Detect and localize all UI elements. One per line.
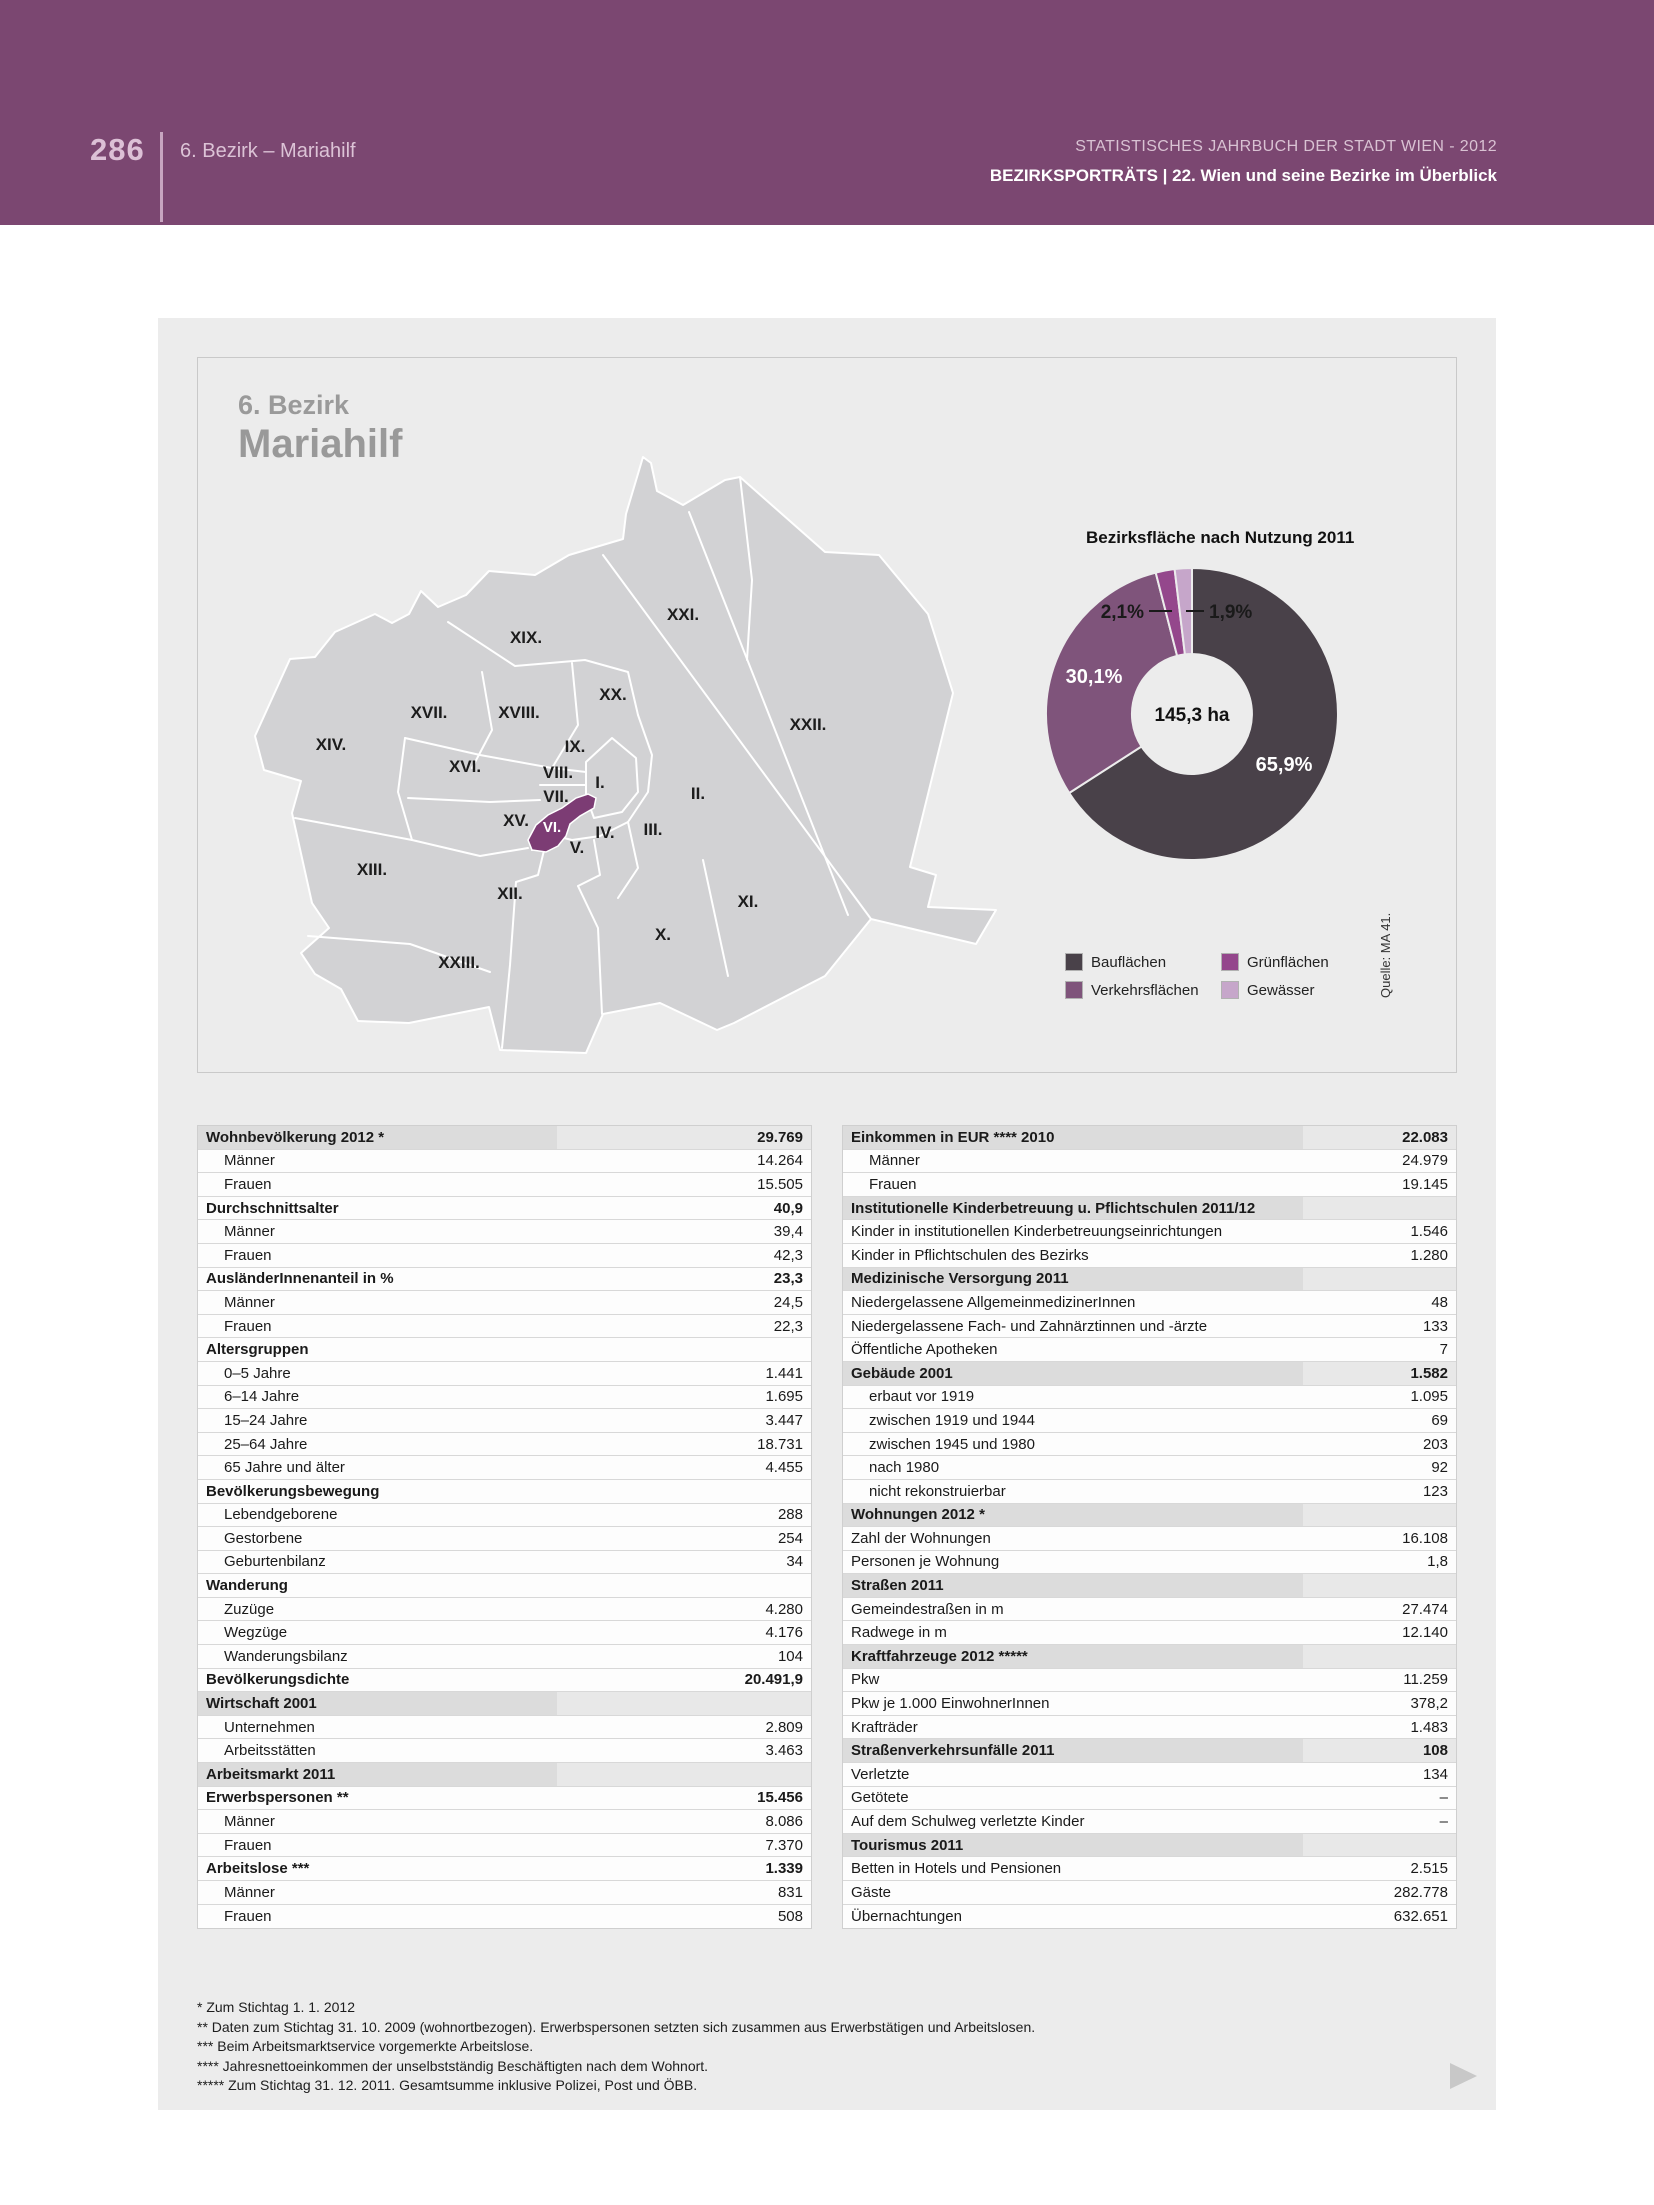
row-value: 4.455 bbox=[765, 1459, 803, 1477]
table-row bbox=[843, 1763, 1456, 1787]
percent-label-bauflächen: 65,9% bbox=[1255, 754, 1313, 776]
row-value: 4.280 bbox=[765, 1600, 803, 1618]
table-row bbox=[198, 1692, 811, 1716]
table-row bbox=[198, 1598, 811, 1622]
statistics-table-right bbox=[842, 1125, 1457, 1929]
table-row bbox=[198, 1173, 811, 1197]
row-value: 23,3 bbox=[773, 1270, 803, 1288]
table-row bbox=[843, 1504, 1456, 1528]
district-number-label: 6. Bezirk bbox=[238, 390, 350, 420]
row-label: Lebendgeborene bbox=[224, 1506, 338, 1524]
table-row bbox=[843, 1905, 1456, 1929]
row-value: 831 bbox=[777, 1883, 803, 1901]
district-label-xx: XX. bbox=[599, 685, 627, 704]
row-label: Radwege in m bbox=[851, 1624, 947, 1642]
row-value bbox=[1303, 1834, 1456, 1857]
row-value bbox=[1303, 1574, 1456, 1597]
row-label: Verletzte bbox=[851, 1765, 910, 1783]
gewaesser-percent-label: 1,9% bbox=[1209, 602, 1253, 623]
row-value: 4.176 bbox=[765, 1624, 803, 1642]
table-row bbox=[843, 1480, 1456, 1504]
row-label: 0–5 Jahre bbox=[224, 1364, 291, 1382]
legend-column-1 bbox=[1066, 948, 1199, 1004]
district-label-xi: XI. bbox=[737, 892, 759, 911]
table-row bbox=[843, 1857, 1456, 1881]
row-label: AusländerInnenanteil in % bbox=[206, 1270, 394, 1288]
row-label: Krafträder bbox=[851, 1718, 918, 1736]
row-value: 40,9 bbox=[773, 1199, 803, 1217]
header-book-title: STATISTISCHES JAHRBUCH DER STADT WIEN - 2012 bbox=[1075, 138, 1497, 155]
city-outline bbox=[255, 457, 996, 1053]
row-label: Gemeindestraßen in m bbox=[851, 1600, 1004, 1618]
row-label: Straßenverkehrsunfälle 2011 bbox=[851, 1742, 1055, 1760]
row-label: Männer bbox=[224, 1883, 275, 1901]
table-row bbox=[198, 1362, 811, 1386]
row-value: 29.769 bbox=[557, 1126, 811, 1149]
row-label: Gestorbene bbox=[224, 1529, 303, 1547]
row-value: 24,5 bbox=[773, 1293, 803, 1311]
row-value: 18.731 bbox=[757, 1435, 803, 1453]
row-label: Wegzüge bbox=[224, 1624, 288, 1642]
table-row bbox=[843, 1621, 1456, 1645]
table-row bbox=[843, 1881, 1456, 1905]
row-label: Wohnbevölkerung 2012 * bbox=[206, 1128, 385, 1146]
row-value: 3.447 bbox=[765, 1411, 803, 1429]
row-value: 1.546 bbox=[1410, 1223, 1448, 1241]
row-label: Kraftfahrzeuge 2012 ***** bbox=[851, 1647, 1028, 1665]
row-label: Bevölkerungsbewegung bbox=[206, 1482, 380, 1500]
row-value: 1.582 bbox=[1303, 1362, 1456, 1385]
row-label: Wanderung bbox=[206, 1577, 288, 1595]
row-label: Betten in Hotels und Pensionen bbox=[851, 1860, 1062, 1878]
district-label-xix: XIX. bbox=[509, 628, 543, 647]
row-label: Arbeitsmarkt 2011 bbox=[206, 1765, 336, 1783]
row-label: zwischen 1919 und 1944 bbox=[869, 1411, 1035, 1429]
row-label: Männer bbox=[869, 1152, 920, 1170]
table-row bbox=[843, 1315, 1456, 1339]
legend-item-gewässer bbox=[1222, 976, 1329, 1004]
row-label: Institutionelle Kinderbetreuung u. Pflichtschulen 2011/12 bbox=[851, 1199, 1256, 1217]
table-row bbox=[198, 1409, 811, 1433]
row-value bbox=[1303, 1645, 1456, 1668]
row-value bbox=[1303, 1504, 1456, 1527]
row-label: Männer bbox=[224, 1223, 275, 1241]
row-label: 25–64 Jahre bbox=[224, 1435, 308, 1453]
table-row bbox=[843, 1692, 1456, 1716]
row-value: 16.108 bbox=[1402, 1529, 1448, 1547]
row-label: 65 Jahre und älter bbox=[224, 1459, 345, 1477]
table-row bbox=[843, 1291, 1456, 1315]
row-value: 1.483 bbox=[1410, 1718, 1448, 1736]
row-value bbox=[1303, 1268, 1456, 1291]
row-label: Öffentliche Apotheken bbox=[851, 1341, 998, 1359]
row-label: Bevölkerungsdichte bbox=[206, 1671, 350, 1689]
footnote: **** Jahresnettoeinkommen der unselbstständig Beschäftigten nach dem Wohnort. bbox=[197, 2057, 709, 2074]
table-row bbox=[198, 1220, 811, 1244]
row-value: 1.280 bbox=[1410, 1246, 1448, 1264]
district-label-ix: IX. bbox=[564, 737, 586, 756]
footnote: * Zum Stichtag 1. 1. 2012 bbox=[197, 1999, 355, 2015]
vienna-districts-map bbox=[180, 420, 1000, 1060]
footnote: ** Daten zum Stichtag 31. 10. 2009 (wohnortbezogen). Erwerbspersonen setzten sich zusammen aus Erwerbstätigen und Arbeitslosen. bbox=[197, 2018, 1036, 2035]
table-row bbox=[843, 1739, 1456, 1763]
table-row bbox=[198, 1857, 811, 1881]
page-number: 286 bbox=[90, 132, 145, 167]
row-label: Gebäude 2001 bbox=[851, 1364, 953, 1382]
row-label: nicht rekonstruierbar bbox=[869, 1482, 1006, 1500]
row-label: Frauen bbox=[224, 1246, 272, 1264]
row-label: erbaut vor 1919 bbox=[869, 1388, 975, 1406]
table-row bbox=[198, 1150, 811, 1174]
row-value: 11.259 bbox=[1403, 1671, 1448, 1689]
table-row bbox=[843, 1551, 1456, 1575]
row-value: 15.456 bbox=[757, 1789, 803, 1807]
row-value: 1.695 bbox=[765, 1388, 803, 1406]
legend-swatch-grünflächen bbox=[1222, 954, 1238, 970]
table-row bbox=[843, 1268, 1456, 1292]
row-label: Frauen bbox=[224, 1907, 272, 1925]
legend-label: Grünflächen bbox=[1247, 953, 1329, 971]
statistics-table-left bbox=[197, 1125, 812, 1929]
table-row bbox=[198, 1527, 811, 1551]
table-row bbox=[198, 1338, 811, 1362]
row-label: nach 1980 bbox=[869, 1459, 940, 1477]
table-row bbox=[843, 1834, 1456, 1858]
row-label: Arbeitslose *** bbox=[206, 1860, 310, 1878]
district-label-vii: VII. bbox=[543, 787, 569, 806]
district-label-xviii: XVIII. bbox=[498, 703, 540, 722]
row-value: 133 bbox=[1422, 1317, 1448, 1335]
district-label-vi-highlighted: VI. bbox=[542, 819, 562, 836]
row-label: Frauen bbox=[869, 1175, 917, 1193]
row-label: Tourismus 2011 bbox=[851, 1836, 964, 1854]
row-value: 15.505 bbox=[757, 1175, 803, 1193]
table-row bbox=[198, 1645, 811, 1669]
district-label-i: I. bbox=[595, 773, 605, 792]
table-row bbox=[198, 1433, 811, 1457]
table-row bbox=[198, 1905, 811, 1929]
row-value: 7 bbox=[1439, 1341, 1448, 1359]
district-label-xv: XV. bbox=[503, 811, 529, 830]
legend-label: Gewässer bbox=[1247, 981, 1315, 999]
table-row bbox=[843, 1669, 1456, 1693]
table-row bbox=[843, 1574, 1456, 1598]
header-district-title: 6. Bezirk – Mariahilf bbox=[180, 140, 356, 162]
row-label: Übernachtungen bbox=[851, 1907, 962, 1925]
table-row bbox=[843, 1244, 1456, 1268]
table-row bbox=[198, 1244, 811, 1268]
row-label: Frauen bbox=[224, 1317, 272, 1335]
row-label: Zuzüge bbox=[224, 1600, 275, 1618]
table-row bbox=[843, 1197, 1456, 1221]
row-value: 3.463 bbox=[765, 1742, 803, 1760]
row-value: 22,3 bbox=[773, 1317, 803, 1335]
header-divider bbox=[160, 132, 163, 222]
table-row bbox=[198, 1291, 811, 1315]
legend-column-2 bbox=[1222, 948, 1329, 1004]
row-value: 378,2 bbox=[1410, 1695, 1448, 1713]
row-value: 203 bbox=[1422, 1435, 1448, 1453]
row-label: zwischen 1945 und 1980 bbox=[869, 1435, 1035, 1453]
row-value: 39,4 bbox=[773, 1223, 803, 1241]
table-row bbox=[198, 1126, 811, 1150]
table-row bbox=[198, 1480, 811, 1504]
row-label: Frauen bbox=[224, 1836, 272, 1854]
table-row bbox=[843, 1386, 1456, 1410]
legend-label: Verkehrsflächen bbox=[1091, 981, 1199, 999]
district-label-viii: VIII. bbox=[542, 763, 574, 782]
row-label: Arbeitsstätten bbox=[224, 1742, 316, 1760]
table-row bbox=[198, 1504, 811, 1528]
header-chapter-title: BEZIRKSPORTRÄTS | 22. Wien und seine Bezirke im Überblick bbox=[989, 166, 1497, 185]
row-value: 69 bbox=[1431, 1411, 1448, 1429]
table-row bbox=[843, 1338, 1456, 1362]
table-row bbox=[198, 1881, 811, 1905]
row-value: 108 bbox=[1303, 1739, 1456, 1762]
row-value: 7.370 bbox=[765, 1836, 803, 1854]
footnote: *** Beim Arbeitsmarktservice vorgemerkte Arbeitslose. bbox=[197, 2038, 534, 2054]
table-row bbox=[843, 1362, 1456, 1386]
table-row bbox=[198, 1716, 811, 1740]
row-value: 19.145 bbox=[1402, 1175, 1448, 1193]
table-row bbox=[198, 1834, 811, 1858]
row-label: Niedergelassene Fach- und Zahnärztinnen und -ärzte bbox=[851, 1317, 1208, 1335]
table-row bbox=[198, 1763, 811, 1787]
table-row bbox=[843, 1810, 1456, 1834]
row-value: 104 bbox=[777, 1647, 803, 1665]
table-row bbox=[198, 1197, 811, 1221]
row-label: Straßen 2011 bbox=[851, 1577, 944, 1595]
row-value: 42,3 bbox=[773, 1246, 803, 1264]
legend-swatch-gewässer bbox=[1222, 982, 1238, 998]
row-label: Unternehmen bbox=[224, 1718, 315, 1736]
table-row bbox=[843, 1433, 1456, 1457]
table-row bbox=[843, 1409, 1456, 1433]
table-row bbox=[198, 1574, 811, 1598]
row-label: 6–14 Jahre bbox=[224, 1388, 300, 1406]
table-row bbox=[843, 1716, 1456, 1740]
donut-center-label: 145,3 ha bbox=[1154, 705, 1230, 726]
row-value: 20.491,9 bbox=[744, 1671, 803, 1689]
table-row bbox=[198, 1621, 811, 1645]
row-value: 48 bbox=[1431, 1293, 1448, 1311]
footnote: ***** Zum Stichtag 31. 12. 2011. Gesamtsumme inklusive Polizei, Post und ÖBB. bbox=[197, 2077, 698, 2093]
row-value: 134 bbox=[1422, 1765, 1448, 1783]
row-value: – bbox=[1439, 1789, 1448, 1807]
row-label: Gäste bbox=[851, 1883, 892, 1901]
row-value: 24.979 bbox=[1402, 1152, 1448, 1170]
table-row bbox=[198, 1739, 811, 1763]
row-value: 8.086 bbox=[765, 1813, 803, 1831]
row-value: 1.095 bbox=[1410, 1388, 1448, 1406]
row-label: Altersgruppen bbox=[206, 1341, 309, 1359]
table-row bbox=[198, 1315, 811, 1339]
table-row bbox=[843, 1126, 1456, 1150]
row-label: Pkw bbox=[851, 1671, 880, 1689]
district-label-xiv: XIV. bbox=[315, 735, 347, 754]
table-row bbox=[198, 1268, 811, 1292]
district-label-xxii: XXII. bbox=[789, 715, 827, 734]
row-label: Einkommen in EUR **** 2010 bbox=[851, 1128, 1055, 1146]
table-row bbox=[198, 1787, 811, 1811]
district-label-xxiii: XXIII. bbox=[438, 953, 480, 972]
row-label: Männer bbox=[224, 1293, 275, 1311]
row-value: 288 bbox=[777, 1506, 803, 1524]
district-label-xvi: XVI. bbox=[448, 757, 482, 776]
row-value: – bbox=[1439, 1813, 1448, 1831]
row-value: 2.809 bbox=[765, 1718, 803, 1736]
row-value: 632.651 bbox=[1393, 1907, 1448, 1925]
district-label-iii: III. bbox=[643, 820, 663, 839]
header-band bbox=[0, 0, 1654, 225]
table-row bbox=[198, 1810, 811, 1834]
row-label: Männer bbox=[224, 1152, 275, 1170]
row-label: Wanderungsbilanz bbox=[224, 1647, 348, 1665]
district-label-v: V. bbox=[569, 838, 585, 857]
row-label: Kinder in institutionellen Kinderbetreuungseinrichtungen bbox=[851, 1223, 1223, 1241]
row-value: 12.140 bbox=[1402, 1624, 1448, 1642]
percent-label-verkehrsflächen: 30,1% bbox=[1065, 666, 1123, 688]
row-label: Getötete bbox=[851, 1789, 909, 1807]
district-label-x: X. bbox=[654, 925, 672, 944]
row-label: Geburtenbilanz bbox=[224, 1553, 326, 1571]
row-value bbox=[557, 1692, 811, 1715]
row-value: 34 bbox=[786, 1553, 803, 1571]
table-row bbox=[843, 1645, 1456, 1669]
row-value: 22.083 bbox=[1303, 1126, 1456, 1149]
table-row bbox=[843, 1220, 1456, 1244]
row-label: Auf dem Schulweg verletzte Kinder bbox=[851, 1813, 1085, 1831]
row-value bbox=[557, 1763, 811, 1786]
gruenflaechen-percent-label: 2,1% bbox=[1100, 602, 1144, 623]
table-row bbox=[198, 1551, 811, 1575]
row-value: 14.264 bbox=[757, 1152, 803, 1170]
district-name: Mariahilf bbox=[238, 422, 403, 466]
row-value: 2.515 bbox=[1410, 1860, 1448, 1878]
row-value: 27.474 bbox=[1402, 1600, 1448, 1618]
row-value: 1,8 bbox=[1427, 1553, 1448, 1571]
legend-item-verkehrsflächen bbox=[1066, 976, 1199, 1004]
row-label: Wohnungen 2012 * bbox=[851, 1506, 985, 1524]
row-value: 92 bbox=[1431, 1459, 1448, 1477]
row-label: Durchschnittsalter bbox=[206, 1199, 339, 1217]
row-label: Erwerbspersonen ** bbox=[206, 1789, 349, 1807]
row-label: Personen je Wohnung bbox=[851, 1553, 1000, 1571]
row-value: 508 bbox=[777, 1907, 803, 1925]
table-row bbox=[198, 1386, 811, 1410]
row-label: Pkw je 1.000 EinwohnerInnen bbox=[851, 1695, 1050, 1713]
row-value: 1.339 bbox=[765, 1860, 803, 1878]
district-label-ii: II. bbox=[690, 784, 706, 803]
table-row bbox=[843, 1598, 1456, 1622]
legend-swatch-verkehrsflächen bbox=[1066, 982, 1082, 998]
legend-label: Bauflächen bbox=[1091, 953, 1167, 971]
row-value: 282.778 bbox=[1393, 1883, 1448, 1901]
row-label: Wirtschaft 2001 bbox=[206, 1695, 317, 1713]
table-row bbox=[843, 1456, 1456, 1480]
table-row bbox=[843, 1787, 1456, 1811]
row-label: Frauen bbox=[224, 1175, 272, 1193]
district-label-xiii: XIII. bbox=[356, 860, 388, 879]
row-label: Zahl der Wohnungen bbox=[851, 1529, 991, 1547]
table-row bbox=[843, 1150, 1456, 1174]
row-label: Medizinische Versorgung 2011 bbox=[851, 1270, 1069, 1288]
row-label: 15–24 Jahre bbox=[224, 1411, 308, 1429]
row-value: 123 bbox=[1422, 1482, 1448, 1500]
row-value: 1.441 bbox=[765, 1364, 803, 1382]
row-label: Männer bbox=[224, 1813, 275, 1831]
table-row bbox=[843, 1173, 1456, 1197]
land-use-donut-chart bbox=[1032, 554, 1352, 874]
district-label-xvii: XVII. bbox=[410, 703, 448, 722]
district-label-iv: IV. bbox=[595, 823, 615, 842]
next-page-arrow[interactable] bbox=[1450, 2063, 1477, 2089]
table-row bbox=[198, 1669, 811, 1693]
donut-chart-title: Bezirksfläche nach Nutzung 2011 bbox=[1086, 528, 1355, 547]
row-value bbox=[1303, 1197, 1456, 1220]
row-label: Niedergelassene AllgemeinmedizinerInnen bbox=[851, 1293, 1136, 1311]
row-label: Kinder in Pflichtschulen des Bezirks bbox=[851, 1246, 1089, 1264]
row-value: 254 bbox=[777, 1529, 803, 1547]
district-label-xxi: XXI. bbox=[666, 605, 700, 624]
table-row bbox=[198, 1456, 811, 1480]
legend-item-bauflächen bbox=[1066, 948, 1199, 976]
district-label-xii: XII. bbox=[497, 884, 523, 903]
table-row bbox=[843, 1527, 1456, 1551]
footnotes bbox=[197, 1998, 1035, 2096]
legend-swatch-bauflächen bbox=[1066, 954, 1082, 970]
legend-item-grünflächen bbox=[1222, 948, 1329, 976]
source-note: Quelle: MA 41. bbox=[1378, 912, 1393, 998]
